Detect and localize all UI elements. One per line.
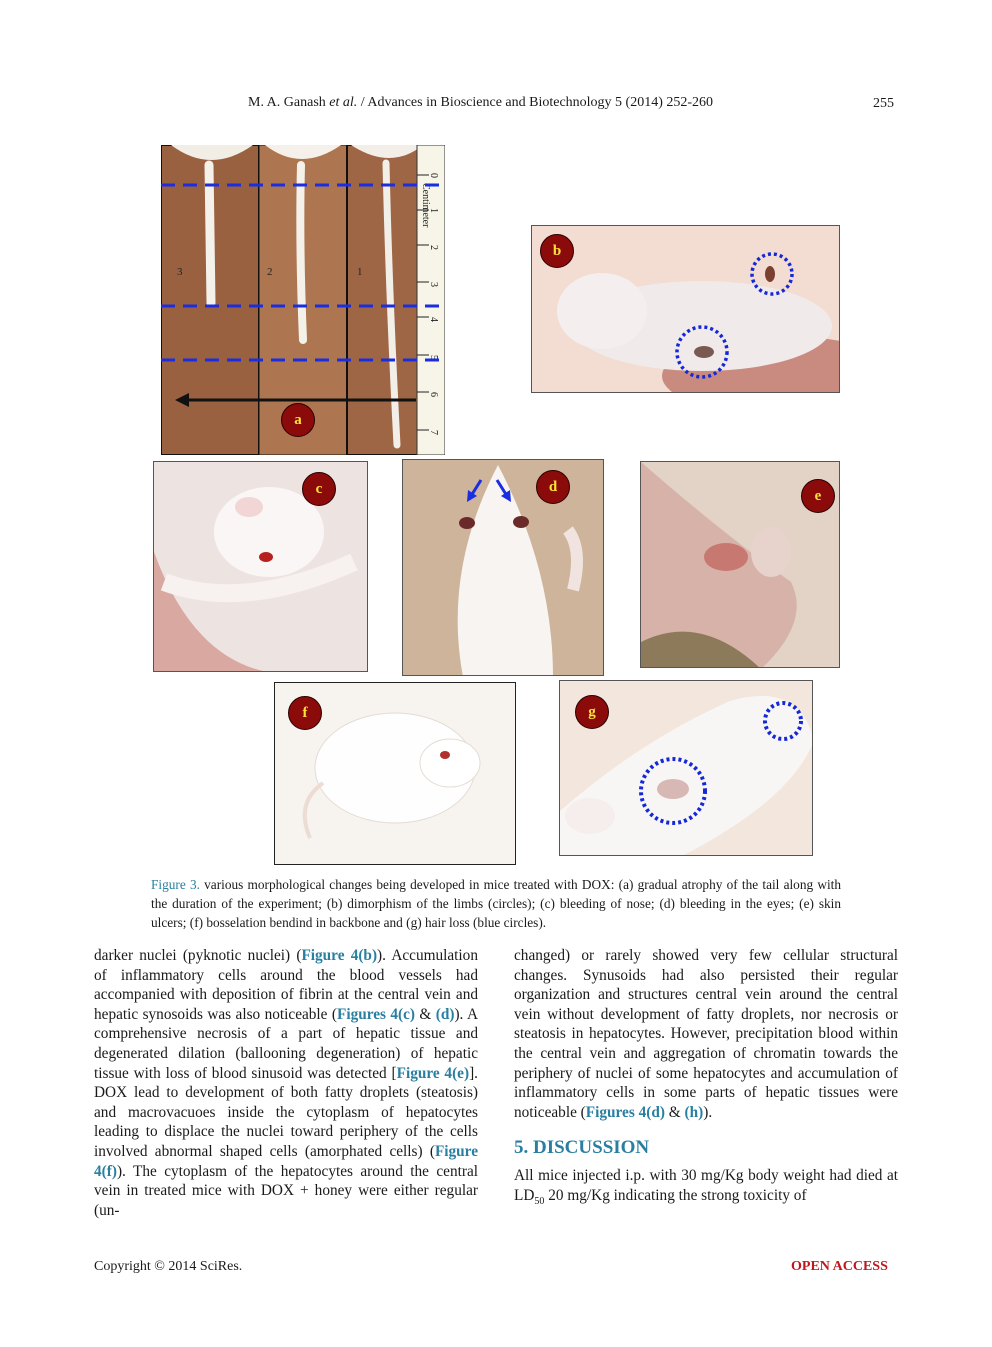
left-text-6: ). The cytoplasm of the hepatocytes around the central vein in treated mice with DOX + honey were either regular (un- (94, 1162, 478, 1219)
footer-open-access[interactable]: OPEN ACCESS (791, 1259, 888, 1274)
panel-label-d: d (536, 470, 570, 504)
panel-label-a: a (281, 403, 315, 437)
panel-b-image (532, 226, 840, 393)
figure-panel-f (274, 682, 516, 865)
left-column (94, 946, 478, 1220)
ref-figures-4d[interactable]: Figures 4(d) (585, 1103, 665, 1121)
tail-number-1: 1 (357, 266, 363, 278)
left-text-5: ]. DOX lead to development of both fatty droplets (steatosis) and macrovacuoes inside the cytoplasm of hepatocytes leading to displace the nuclei toward periphery of the cells involved abnormal shaped cells (amorphated cells) ( (94, 1064, 478, 1160)
ref-figure-4d[interactable]: (d) (435, 1005, 455, 1023)
ruler-tick-2: 2 (428, 245, 439, 250)
header-authors: M. A. Ganash (248, 95, 326, 110)
left-text-3: & (415, 1005, 436, 1023)
figure-panel-d (402, 459, 604, 676)
figure-panel-g (559, 680, 813, 856)
right-paragraph-1 (514, 946, 898, 1122)
panel-label-c: c (302, 472, 336, 506)
panel-label-f: f (288, 696, 322, 730)
panel-label-b: b (540, 234, 574, 268)
ruler-tick-7: 7 (428, 430, 439, 435)
left-text-4: ). A comprehensive necrosis of a part of hepatic tissue and degenerated dilation (ballooning degeneration) of hepatic tissue with loss of blood sinusoid was detected [ (94, 1005, 478, 1082)
ref-figure-4b[interactable]: Figure 4(b) (301, 947, 378, 964)
left-text-2: ). Accumulation of inflammatory cells around the blood vessels had accompanied with deposition of fibrin at the central vein and hepatic synosoids was also noticeable ( (94, 947, 478, 1023)
figure-panel-e (640, 461, 840, 668)
header-journal: / Advances in Bioscience and Biotechnology 5 (2014) 252-260 (360, 95, 714, 110)
ruler-tick-6: 6 (428, 392, 439, 397)
panel-c-image (154, 462, 368, 672)
running-header (248, 95, 713, 111)
panel-d-image (403, 460, 604, 676)
right-paragraph-2 (514, 1166, 898, 1211)
right-text-2: & (664, 1103, 685, 1121)
footer-copyright: Copyright © 2014 SciRes. (94, 1259, 243, 1274)
tail-number-2: 2 (267, 266, 273, 278)
ruler-tick-0: 0 (428, 173, 439, 178)
ruler-tick-5: 5 (428, 355, 439, 360)
tail-number-3: 3 (177, 266, 183, 278)
header-et-al: et al. (329, 95, 358, 110)
ruler-tick-4: 4 (428, 317, 439, 322)
left-text-1: darker nuclei (pyknotic nuclei) ( (94, 947, 302, 964)
ref-figure-4e[interactable]: Figure 4(e) (396, 1064, 470, 1082)
right-text-3: ). (703, 1103, 713, 1121)
left-paragraph (94, 946, 478, 1220)
figure-panel-a (161, 145, 445, 455)
ref-figure-4f[interactable]: Figure 4(f) (94, 1142, 478, 1180)
panel-label-e: e (801, 479, 835, 513)
figure-caption (151, 875, 841, 932)
section-heading-discussion: 5. DISCUSSION (514, 1137, 650, 1159)
right-text-1: changed) or rarely showed very few cellular structural changes. Synusoids had also persisted their regular organization and structures central vein around the central vein without development of fatty droplets, nor necrosis or steatosis in hepatocytes. However, precipitation blood within the central vein and aggregation of chromatin towards the periphery of nuclei of some hepatocytes and accumulation of inflammatory cells in some parts of hepatic tissues were noticeable ( (514, 947, 898, 1121)
page-number: 255 (873, 96, 894, 111)
caption-figure-label: Figure 3. (151, 877, 200, 892)
caption-text: various morphological changes being developed in mice treated with DOX: (a) gradual atrophy of the tail along with the duration of the experiment; (b) dimorphism of the limbs (circles); (c) bleeding of nose; (d) bleeding in the eyes; (e) skin ulcers; (f) bosselation bendind in backbone and (g) hair loss (blue circles). (151, 877, 841, 930)
right-text-5: 20 mg/Kg indicating the strong toxicity of (544, 1186, 807, 1204)
panel-label-g: g (575, 695, 609, 729)
right-text-4: All mice injected i.p. with 30 mg/Kg body weight had died at LD (514, 1166, 898, 1204)
ref-figure-4h[interactable]: (h) (684, 1103, 704, 1121)
ruler-tick-1: 1 (428, 208, 439, 213)
ref-figures-4c[interactable]: Figures 4(c) (336, 1005, 416, 1023)
figure-panel-b (531, 225, 840, 393)
ruler-tick-3: 3 (428, 282, 439, 287)
ld-subscript: 50 (534, 1195, 545, 1207)
figure-panel-c (153, 461, 368, 672)
right-column (514, 946, 898, 1211)
ruler-unit-label: Centimeter (420, 183, 431, 228)
